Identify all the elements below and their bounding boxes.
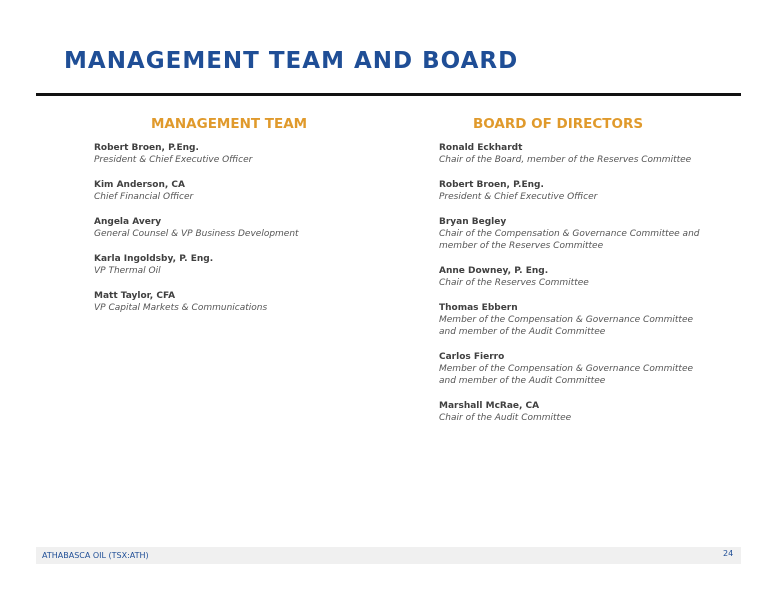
member-name: Carlos Fierro (439, 352, 505, 362)
board-member (439, 216, 739, 252)
member-role: Chair of the Compensation & Governance Committee and member of the Reserves Committee (439, 229, 700, 251)
member-name: Marshall McRae, CA (439, 401, 540, 411)
member-role: Chair of the Reserves Committee (439, 278, 589, 288)
board-member (439, 351, 739, 387)
management-member (94, 253, 394, 277)
board-member (439, 265, 739, 289)
member-role: Chair of the Board, member of the Reserves Committee (439, 155, 692, 165)
footer-company-name: ATHABASCA OIL (TSX:ATH) (42, 551, 149, 560)
board-member (439, 400, 739, 424)
management-team-heading: MANAGEMENT TEAM (151, 116, 308, 132)
member-role: Member of the Compensation & Governance Committee and member of the Audit Committee (439, 315, 694, 337)
management-member (94, 142, 394, 166)
member-role: President & Chief Executive Officer (439, 192, 598, 202)
member-name: Angela Avery (94, 217, 162, 227)
management-member (94, 179, 394, 203)
member-name: Robert Broen, P.Eng. (94, 143, 199, 153)
footer-bar (36, 547, 741, 564)
member-name: Kim Anderson, CA (94, 180, 185, 190)
member-role: VP Capital Markets & Communications (94, 303, 268, 313)
title-divider (36, 93, 741, 96)
member-name: Anne Downey, P. Eng. (439, 266, 549, 276)
member-role: VP Thermal Oil (94, 266, 161, 276)
member-role: Chief Financial Officer (94, 192, 194, 202)
page-number: 24 (723, 549, 734, 558)
member-role: Member of the Compensation & Governance Committee and member of the Audit Committee (439, 364, 694, 386)
member-role: Chair of the Audit Committee (439, 413, 572, 423)
management-member (94, 290, 394, 314)
board-of-directors-heading: BOARD OF DIRECTORS (473, 116, 644, 132)
management-member (94, 216, 394, 240)
board-member (439, 302, 739, 338)
board-of-directors-section (439, 116, 739, 437)
member-name: Ronald Eckhardt (439, 143, 523, 153)
board-member (439, 179, 739, 203)
management-team-section (94, 116, 394, 327)
member-name: Robert Broen, P.Eng. (439, 180, 544, 190)
member-name: Thomas Ebbern (439, 303, 518, 313)
member-name: Matt Taylor, CFA (94, 291, 176, 301)
member-role: General Counsel & VP Business Development (94, 229, 299, 239)
page-title: MANAGEMENT TEAM AND BOARD (64, 48, 519, 74)
member-name: Bryan Begley (439, 217, 507, 227)
member-name: Karla Ingoldsby, P. Eng. (94, 254, 214, 264)
board-member (439, 142, 739, 166)
member-role: President & Chief Executive Officer (94, 155, 253, 165)
